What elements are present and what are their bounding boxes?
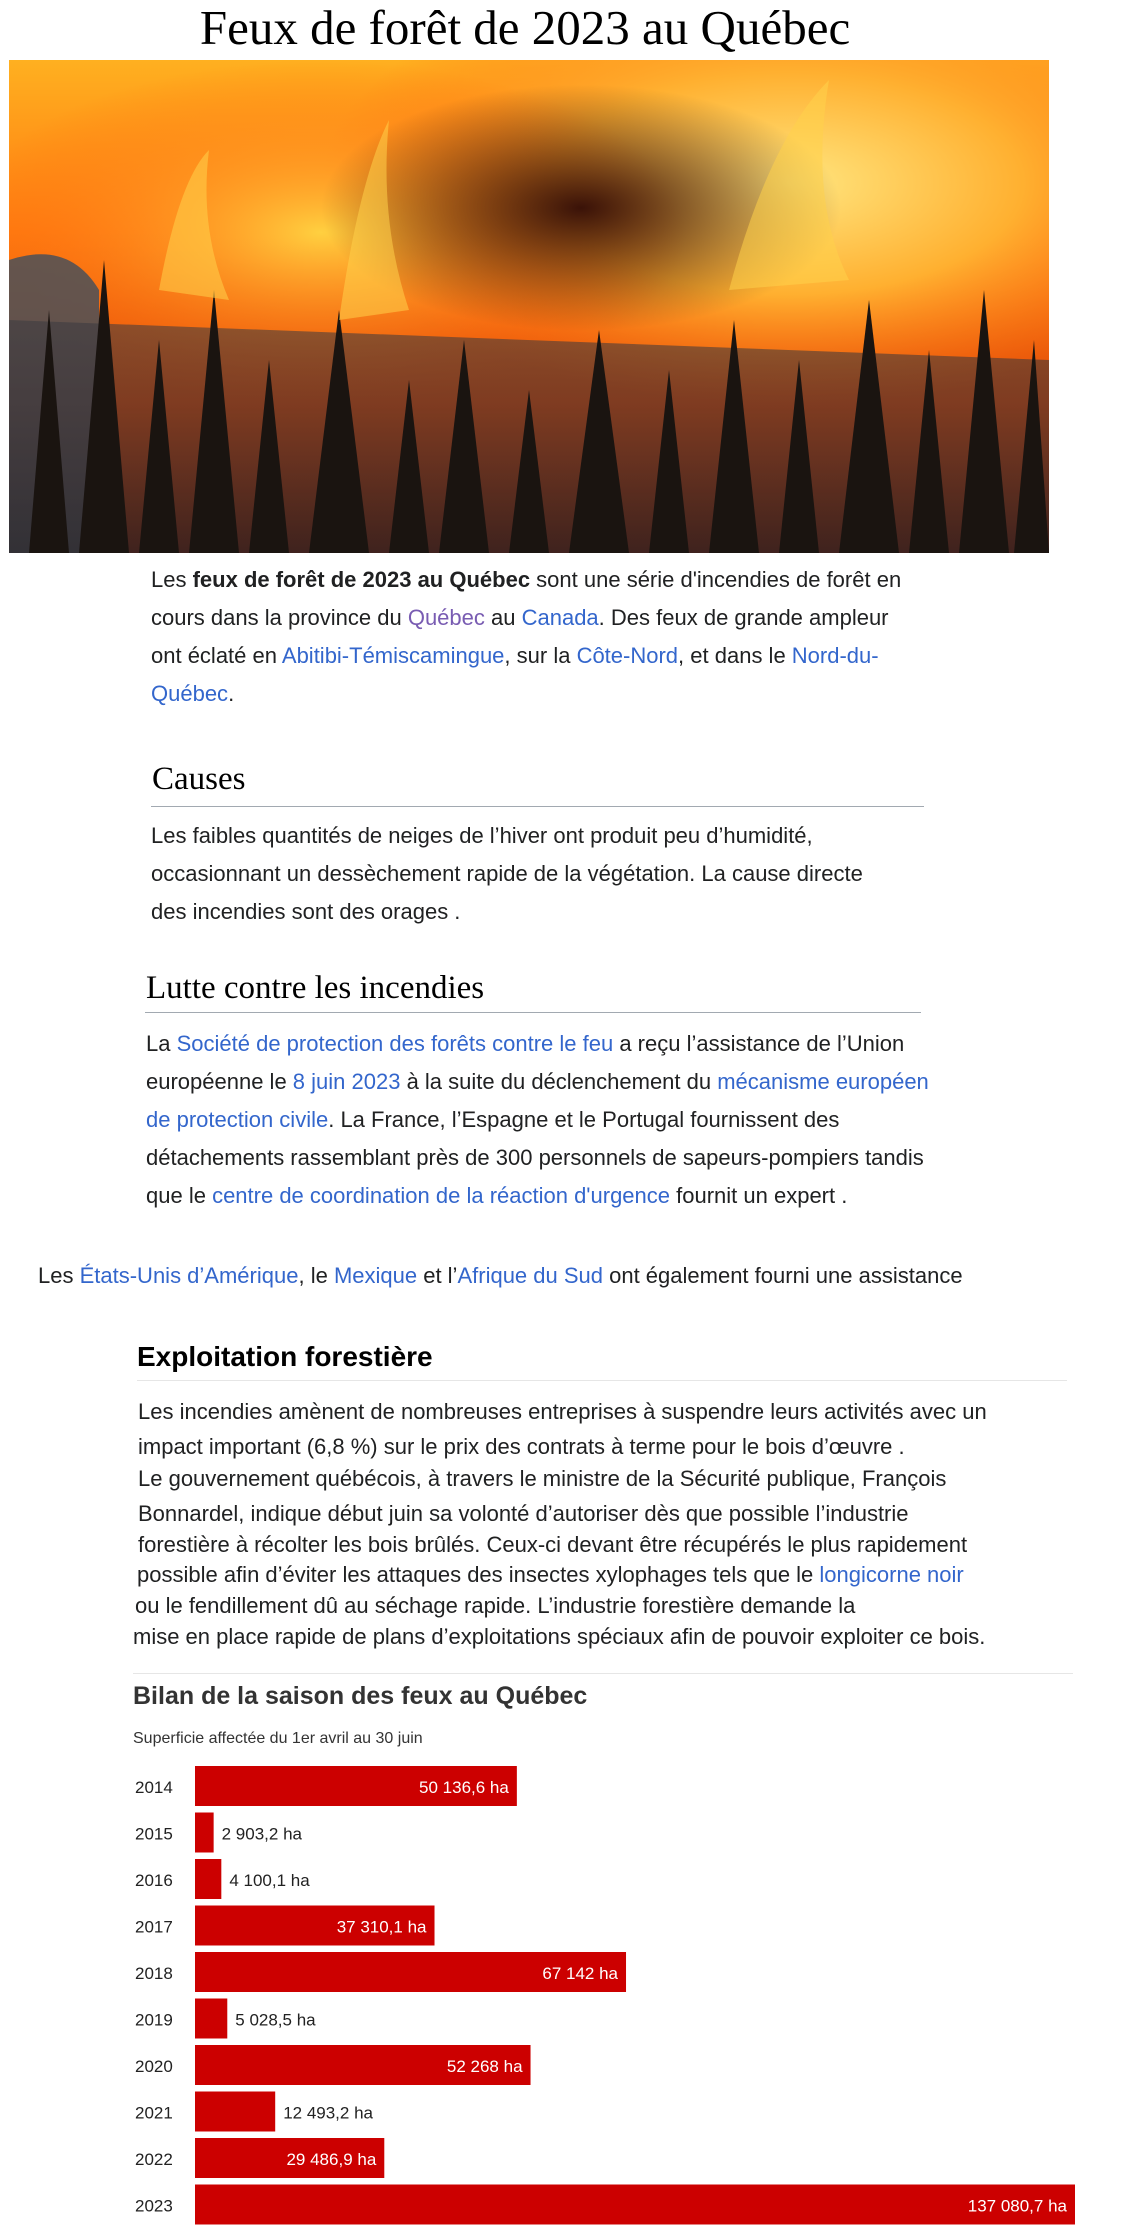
intro-text: Les [151,567,193,592]
chart-value-label: 37 310,1 ha [336,1917,427,1937]
exploitation-line: Bonnardel, indique début juin sa volonté d’autoriser dès que possible l’industrie [138,1501,909,1526]
exploitation-line: forestière à récolter les bois brûlés. Ceux-ci devant être récupérés le plus rapidement [138,1532,968,1557]
causes-paragraph: Les faibles quantités de neiges de l’hiver ont produit peu d’humidité, occasionnant un dessèchement rapide de la végétation. La cause directe des incendies sont des orages . [151,823,863,924]
lutte-text: Les [38,1263,80,1288]
link-quebec[interactable]: Québec [407,605,485,630]
link-centre-coordination[interactable]: centre de coordination de la réaction d'urgence [212,1183,671,1208]
link-etats-unis[interactable]: États-Unis d’Amérique [79,1263,299,1288]
link-abitibi-temiscamingue[interactable]: Abitibi-Témiscamingue [281,643,505,668]
chart-year-label: 2020 [135,2057,173,2076]
chart-title: Bilan de la saison des feux au Québec [133,1682,588,1710]
chart-value-label: 67 142 ha [542,1964,619,1983]
lutte-paragraph [146,1025,931,1215]
exploitation-line: impact important (6,8 %) sur le prix des contrats à terme pour le bois d’œuvre . [138,1434,905,1459]
chart-year-label: 2015 [135,1824,173,1844]
link-canada[interactable]: Canada [521,605,599,630]
chart-year-label: 2022 [135,2150,173,2169]
chart-year-label: 2014 [135,1778,173,1797]
lutte-text: La [146,1031,177,1056]
chart-year-label: 2016 [135,1871,173,1890]
lutte-text: fournit un expert . [670,1183,848,1208]
link-mexique[interactable]: Mexique [333,1263,418,1288]
chart-top-rule [133,1673,1073,1674]
lutte-text: et l’ [417,1263,458,1288]
chart-value-label: 29 486,9 ha [286,2150,377,2169]
exploitation-line: ou le fendillement dû au séchage rapide. L’industrie forestière demande la [135,1593,856,1618]
intro-text: au [484,605,522,630]
forest-fire-image [9,60,1049,553]
causes-heading: Causes [152,761,246,797]
chart-year-label: 2017 [135,1917,173,1937]
chart-value-label: 137 080,7 ha [967,2196,1067,2216]
lutte-text: . La France, l’Espagne et le Portugal fournissent des détachements rassemblant près de 300 personnels de sapeurs-pompiers tandis que le [146,1107,924,1208]
link-8-juin-2023[interactable]: 8 juin 2023 [292,1069,401,1094]
intro-text: , sur la [504,643,577,668]
chart-bar [195,2185,1075,2225]
intro-text: . Des feux de grande ampleur ont éclaté en [151,605,889,668]
lutte-text: a reçu l’assistance de l’Union européenne le [146,1031,905,1094]
chart-year-label: 2018 [135,1964,173,1983]
intro-bold-subject: feux de forêt de 2023 au Québec [192,567,531,592]
lutte-heading: Lutte contre les incendies [146,970,485,1006]
exploitation-text: possible afin d’éviter les attaques des insectes xylophages tels que le [137,1562,820,1587]
exploitation-line [137,1560,964,1590]
chart-value-label: 50 136,6 ha [419,1778,509,1797]
chart-bar [195,1999,227,2039]
lutte-assistance-line [38,1257,963,1295]
link-sopfeu[interactable]: Société de protection des forêts contre le feu [176,1031,614,1056]
exploitation-heading: Exploitation forestière [137,1341,433,1372]
chart-bar [195,2092,275,2132]
exploitation-line: Les incendies amènent de nombreuses entreprises à suspendre leurs activités avec un [138,1399,987,1424]
link-afrique-du-sud[interactable]: Afrique du Sud [457,1263,603,1288]
chart-value-label: 2 903,2 ha [221,1824,302,1844]
page-title: Feux de forêt de 2023 au Québec [199,0,851,55]
intro-paragraph [151,561,911,713]
chart-year-label: 2021 [135,2103,173,2123]
chart-value-label: 12 493,2 ha [283,2103,374,2123]
chart-value-label: 52 268 ha [446,2057,523,2076]
link-longicorne-noir[interactable]: longicorne noir [819,1562,964,1587]
link-nord-du-quebec[interactable]: Nord-du-Québec [151,643,879,706]
exploitation-heading-rule [137,1380,1067,1381]
intro-text: sont une série d'incendies de forêt en cours dans la province du [151,567,902,630]
lutte-text: , le [298,1263,334,1288]
chart-year-label: 2023 [135,2196,173,2216]
lutte-heading-rule [145,1012,921,1013]
chart-bar [195,1813,214,1853]
lutte-text: ont également fourni une assistance [603,1263,963,1288]
forest-fire-photo [9,60,1049,553]
link-mecanisme-europeen[interactable]: mécanisme européen de protection civile [146,1069,929,1132]
causes-heading-rule [151,806,924,807]
lutte-text: à la suite du déclenchement du [400,1069,718,1094]
exploitation-line: Le gouvernement québécois, à travers le ministre de la Sécurité publique, François [138,1466,947,1491]
chart-value-label: 5 028,5 ha [235,2010,316,2030]
chart-year-label: 2019 [135,2010,173,2030]
fire-season-bar-chart [0,1760,1129,2238]
exploitation-line: mise en place rapide de plans d’exploitations spéciaux afin de pouvoir exploiter ce bois. [133,1624,986,1649]
intro-text: , et dans le [678,643,792,668]
intro-text: . [228,681,235,706]
link-cote-nord[interactable]: Côte-Nord [576,643,679,668]
chart-value-label: 4 100,1 ha [229,1871,310,1890]
chart-subtitle: Superficie affectée du 1er avril au 30 juin [133,1730,423,1747]
chart-bar [195,1859,221,1899]
